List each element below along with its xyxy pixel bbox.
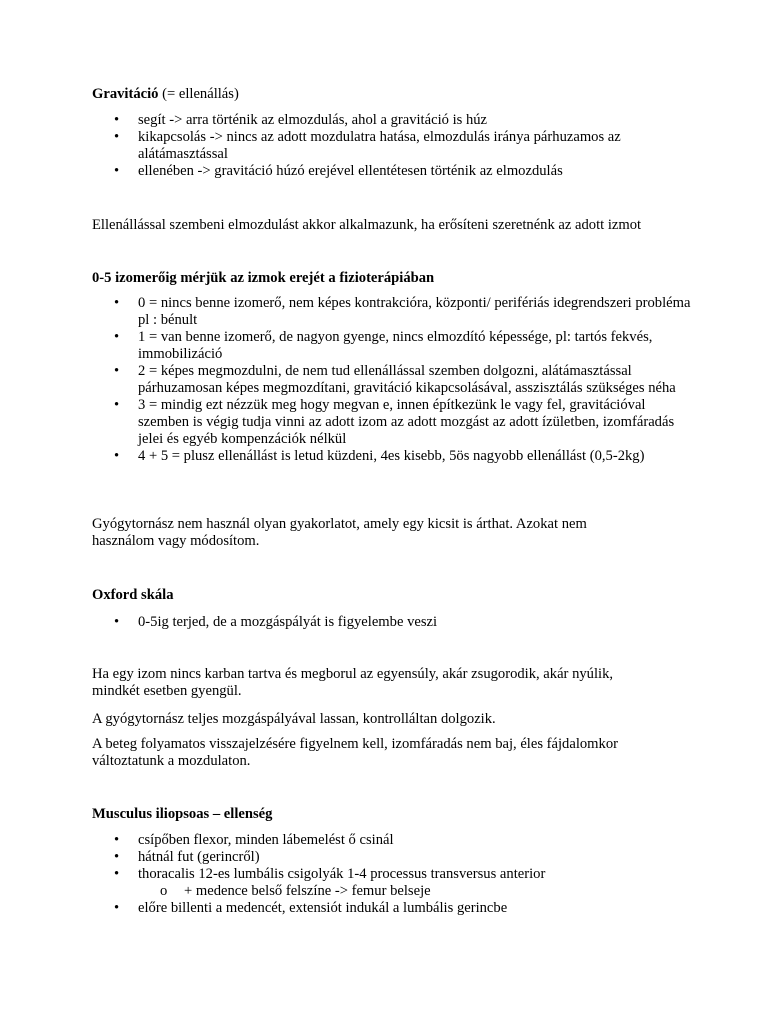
oxford-heading bbox=[92, 587, 692, 604]
physio-note: Gyógytornász nem használ olyan gyakorlatot, amely egy kicsit is árthat. Azokat nem használom vagy módosítom. bbox=[92, 516, 587, 549]
oxford-heading-text: Oxford skála bbox=[92, 587, 174, 603]
list-item: • 0-5ig terjed, de a mozgáspályát is figyelembe veszi bbox=[92, 614, 692, 631]
sub-list-item: o + medence belső felszíne -> femur belseje bbox=[138, 883, 692, 900]
muscle-strength-list bbox=[92, 295, 692, 465]
iliopsoas-list bbox=[92, 832, 692, 917]
list-item: • 2 = képes megmozdulni, de nem tud ellenállással szemben dolgozni, alátámasztással párhuzamosan képes megmozdítani, gravitáció kikapcsolásával, asszisztálás szükséges néha bbox=[92, 363, 692, 397]
list-item: • segít -> arra történik az elmozdulás, ahol a gravitáció is húz bbox=[92, 112, 692, 129]
list-item: • 1 = van benne izomerő, de nagyon gyenge, nincs elmozdító képessége, pl: tartós fekvés, immobilizáció bbox=[92, 329, 692, 363]
list-item: • kikapcsolás -> nincs az adott mozdulatra hatása, elmozdulás iránya párhuzamos az alátámasztással bbox=[92, 129, 692, 163]
list-item: • 4 + 5 = plusz ellenállást is letud küzdeni, 4es kisebb, 5ös nagyobb ellenállást (0,5-2kg) bbox=[92, 448, 692, 465]
resistance-note: Ellenállással szembeni elmozdulást akkor alkalmazunk, ha erősíteni szeretnénk az adott izmot bbox=[92, 217, 642, 233]
balance-paragraph-1: Ha egy izom nincs karban tartva és megborul az egyensúly, akár zsugorodik, akár nyúlik, mindkét esetben gyengül. bbox=[92, 666, 614, 699]
muscle-strength-heading bbox=[92, 270, 692, 287]
list-item: • előre billenti a medencét, extensiót indukál a lumbális gerincbe bbox=[92, 900, 692, 917]
list-item-text: thoracalis 12-es lumbális csigolyák 1-4 processus transversus anterior bbox=[138, 866, 546, 882]
list-item: • 0 = nincs benne izomerő, nem képes kontrakcióra, központi/ perifériás idegrendszeri probléma pl : bénult bbox=[92, 295, 692, 329]
balance-paragraph-3: A beteg folyamatos visszajelzésére figyelnem kell, izomfáradás nem baj, éles fájdalomkor változtatunk a mozdulaton. bbox=[92, 736, 618, 769]
list-item: • ellenében -> gravitáció húzó erejével ellentétesen történik az elmozdulás bbox=[92, 163, 692, 180]
oxford-list bbox=[92, 614, 692, 631]
gravity-list bbox=[92, 112, 692, 180]
muscle-strength-heading-text: 0-5 izomerőig mérjük az izmok erejét a fizioterápiában bbox=[92, 270, 435, 286]
iliopsoas-heading-text: Musculus iliopsoas – ellenség bbox=[92, 806, 273, 822]
list-item bbox=[92, 866, 692, 900]
balance-paragraph-2: A gyógytornász teljes mozgáspályával lassan, kontrolláltan dolgozik. bbox=[92, 711, 496, 727]
iliopsoas-sublist bbox=[138, 883, 692, 900]
list-item: • 3 = mindig ezt nézzük meg hogy megvan e, innen építkezünk le vagy fel, gravitációval szemben is végig tudja vinni az adott izom az adott mozgást az adott ízületben, izomfáradás jelei és egyéb kompenzációk nélkül bbox=[92, 397, 692, 448]
iliopsoas-heading bbox=[92, 806, 692, 823]
gravity-heading-bold: Gravitáció bbox=[92, 86, 159, 102]
gravity-heading-rest: (= ellenállás) bbox=[158, 86, 239, 102]
list-item: • csípőben flexor, minden lábemelést ő csinál bbox=[92, 832, 692, 849]
list-item: • hátnál fut (gerincről) bbox=[92, 849, 692, 866]
gravity-heading bbox=[92, 86, 692, 103]
